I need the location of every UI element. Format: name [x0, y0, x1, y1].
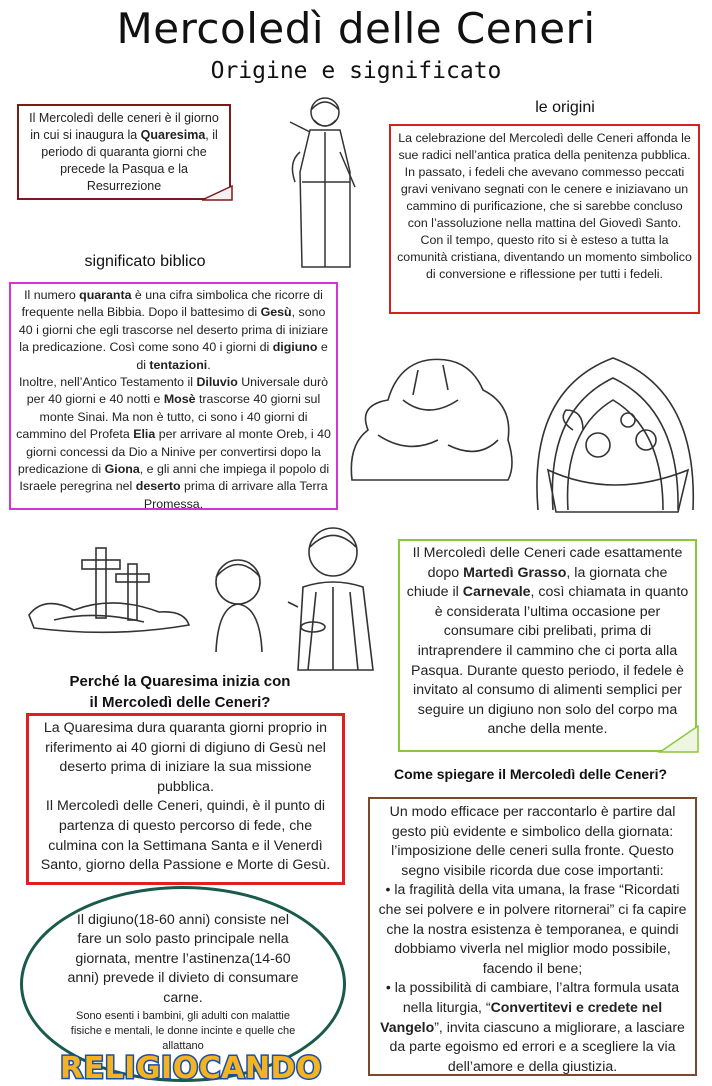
- priest-child-illustration: [198, 522, 386, 672]
- why-text-1: La Quaresima dura quaranta giorni proprio in riferimento ai 40 giorni di digiuno di Gesù nel deserto prima di iniziare la sua missione pubblica.: [43, 720, 328, 795]
- how-text-2: • la fragilità della vita umana, la frase “Ricordati che sei polvere e in polvere ritornerai” ci fa capire che la nostra esistenza è temporanea, e quindi dobbiamo viverla nel miglior modo possibile, facendo il bene;: [378, 881, 687, 976]
- carnival-box: [398, 539, 697, 752]
- why-box: [26, 713, 345, 885]
- why-heading-line2: il Mercoledì delle Ceneri?: [89, 694, 271, 711]
- carnival-fold-icon: [660, 726, 698, 752]
- why-text-2: Il Mercoledì delle Ceneri, quindi, è il punto di partenza di questo percorso di fede, che culmina con la Settimana Santa e il Venerdì Santo, giorno della Passione e Morte di Gesù.: [40, 798, 331, 874]
- intro-text: Il Mercoledì delle ceneri è il giorno in cui si inaugura la Quaresima, il periodo di quaranta giorni che precede la Pasqua e la Resurrezione: [29, 111, 219, 193]
- why-heading: [40, 671, 320, 713]
- logo-text: RELIGIOCANDO: [60, 1051, 322, 1086]
- how-heading: Come spiegare il Mercoledì delle Ceneri?: [393, 766, 668, 782]
- intro-box: [17, 104, 231, 200]
- rock-illustration: [348, 345, 516, 485]
- biblical-box: [9, 282, 338, 510]
- ark-illustration: [528, 350, 703, 515]
- page-subtitle: Origine e significato: [210, 58, 502, 84]
- origins-heading: le origini: [535, 99, 595, 116]
- how-text-1: Un modo efficace per raccontarlo è partire dal gesto più evidente e simbolico della giornata: l’imposizione delle ceneri sulla fronte. Questo segno visibile ricorda due cose importanti:: [389, 803, 676, 878]
- carnival-text: Il Mercoledì delle Ceneri cade esattamente dopo Martedì Grasso, la giornata che chiude il Carnevale, così chiamata in quanto è considerata l’ultima occasione per consumare cibi prelibati, prima di intraprendere il cammino che ci porta alla Pasqua. Durante questo periodo, il fedele è invitato al consumo di alimenti semplici per seguire un digiuno non solo del corpo ma anche della mente.: [406, 545, 689, 738]
- biblical-text-2: Inoltre, nell’Antico Testamento il Diluvio Universale durò per 40 giorni e 40 notti e Mosè trascorse 40 giorni sul monte Sinai. Ma non è tutto, ci sono i 40 giorni di cammino del Profeta Elia per arrivare al monte Oreb, i 40 giorni concessi da Dio a Ninive per convertirsi dopo la predicazione di Giona, e gli anni che impiega il popolo di Israele peregrina nel deserto prima di arrivare alla Terra Promessa.: [16, 375, 331, 511]
- page-title: Mercoledì delle Ceneri: [116, 4, 596, 53]
- biblical-text-1: Il numero quaranta è una cifra simbolica che ricorre di frequente nella Bibbia. Dopo il battesimo di Gesù, sono 40 i giorni che egli trascorse nel deserto prima di iniziare la predicazione. Così come sono 40 i giorni di digiuno e di tentazioni.: [18, 288, 329, 372]
- fasting-note: Sono esenti i bambini, gli adulti con malattie fisiche e mentali, le donne incinte e quelle che allattano: [70, 1010, 296, 1053]
- preacher-illustration: [280, 92, 370, 272]
- how-box: [368, 797, 697, 1076]
- religiocando-logo: [60, 1044, 322, 1086]
- fasting-text: Il digiuno(18-60 anni) consiste nel fare un solo pasto principale nella giornata, mentre l’astinenza(14-60 anni) prevede il divieto di consumare carne.: [67, 912, 299, 1006]
- how-text-3: • la possibilità di cambiare, l’altra formula usata nella liturgia, “Convertitevi e credete nel Vangelo”, invita ciascuno a migliorare, a lasciare da parte egoismo ed errori e a scegliere la via dell’amore e della giustizia.: [380, 979, 685, 1074]
- intro-fold-icon: [202, 186, 232, 200]
- crosses-illustration: [24, 540, 192, 640]
- origins-text: La celebrazione del Mercoledì delle Ceneri affonda le sue radici nell’antica pratica della penitenza pubblica. In passato, i fedeli che avevano commesso peccati gravi venivano segnati con le cenere e iniziavano un cammino di purificazione, che si sarebbe concluso con l’assoluzione nella mattina del Giovedì Santo. Con il tempo, questo rito si è esteso a tutta la comunità cristiana, diventando un momento simbolico di conversione e riflessione per tutti i fedeli.: [397, 131, 692, 281]
- why-heading-line1: Perché la Quaresima inizia con: [69, 673, 291, 690]
- biblical-heading: significato biblico: [84, 253, 206, 270]
- origins-box: [389, 124, 700, 314]
